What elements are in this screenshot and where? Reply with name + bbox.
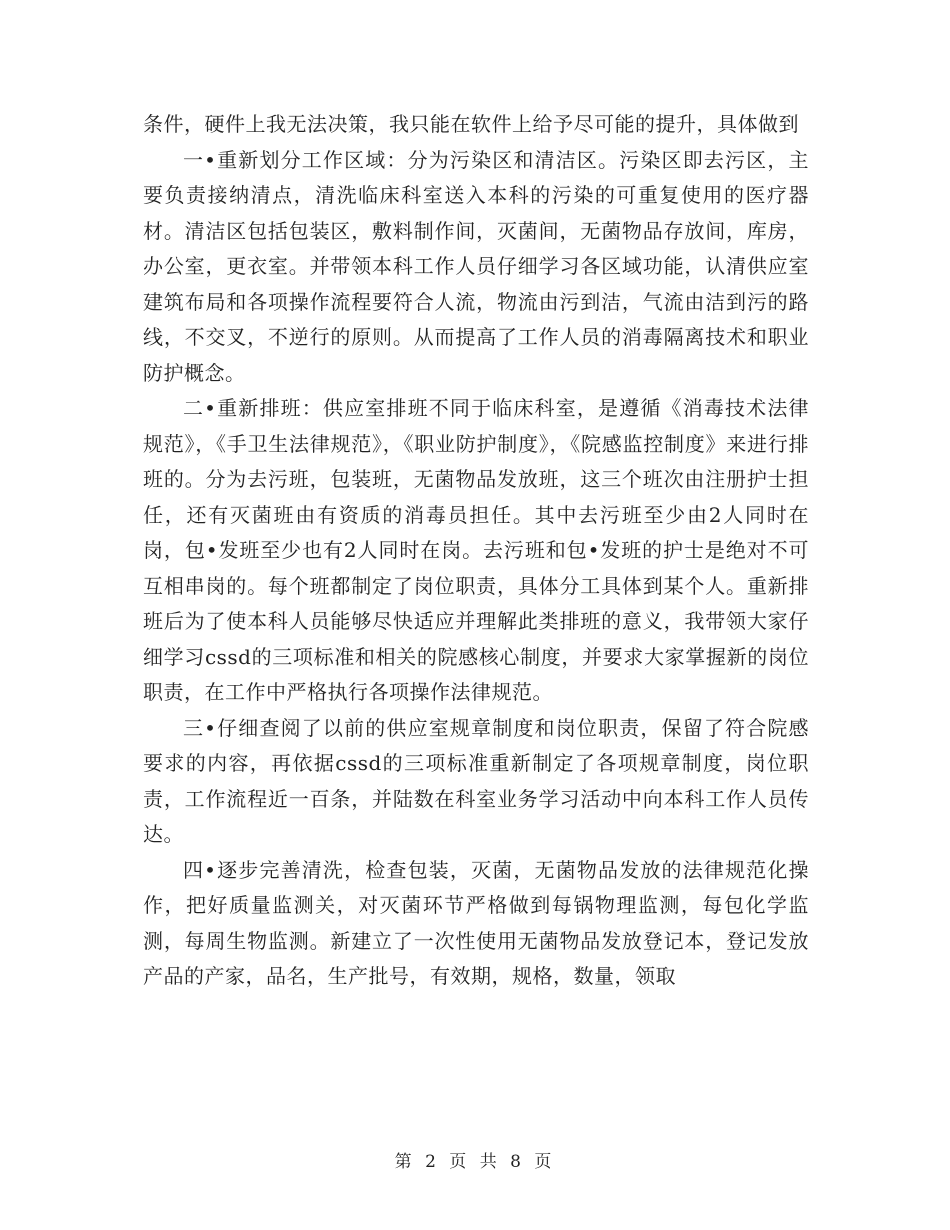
paragraph-continuation: 条件，硬件上我无法决策，我只能在软件上给予尽可能的提升，具体做到 bbox=[143, 112, 799, 136]
paragraph-section-2: 二•重新排班：供应室排班不同于临床科室，是遵循《消毒技术法律规范》，《手卫生法律规范》，《职业防护制度》，《院感监控制度》来进行排班的。分为去污班，包装班，无菌物品发放班，这三个班次由注册护士担任，还有灭菌班由有资质的消毒员担任。其中去污班至少由2人同时在岗，包•发班至少也有2人同时在岗。去污班和包•发班的护士是绝对不可互相串岗的。每个班都制定了岗位职责，具体分工具体到某个人。重新排班后为了使本科人员能够尽快适应并理解此类排班的意义，我带领大家仔细学习cssd的三项标准和相关的院感核心制度，并要求大家掌握新的岗位职责，在工作中严格执行各项操作法律规范。 bbox=[143, 396, 809, 704]
paragraph-section-4: 四•逐步完善清洗，检查包装，灭菌，无菌物品发放的法律规范化操作，把好质量监测关，对灭菌环节严格做到每锅物理监测，每包化学监测，每周生物监测。新建立了一次性使用无菌物品发放登记本，登记发放产品的产家，品名，生产批号，有效期，规格，数量，领取 bbox=[143, 857, 809, 988]
page-footer: 第 2 页 共 8 页 bbox=[394, 1152, 556, 1172]
document-body bbox=[143, 107, 809, 995]
paragraph-section-1: 一•重新划分工作区域：分为污染区和清洁区。污染区即去污区，主要负责接纳清点，清洗临床科室送入本科的污染的可重复使用的医疗器材。清洁区包括包装区，敷料制作间，灭菌间，无菌物品存放间，库房，办公室，更衣室。并带领本科工作人员仔细学习各区域功能，认清供应室建筑布局和各项操作流程要符合人流，物流由污到洁，气流由洁到污的路线，不交叉，不逆行的原则。从而提高了工作人员的消毒隔离技术和职业防护概念。 bbox=[143, 147, 809, 385]
paragraph-section-3: 三•仔细查阅了以前的供应室规章制度和岗位职责，保留了符合院感要求的内容，再依据cssd的三项标准重新制定了各项规章制度，岗位职责，工作流程近一百条，并陆数在科室业务学习活动中向本科工作人员传达。 bbox=[143, 715, 809, 846]
